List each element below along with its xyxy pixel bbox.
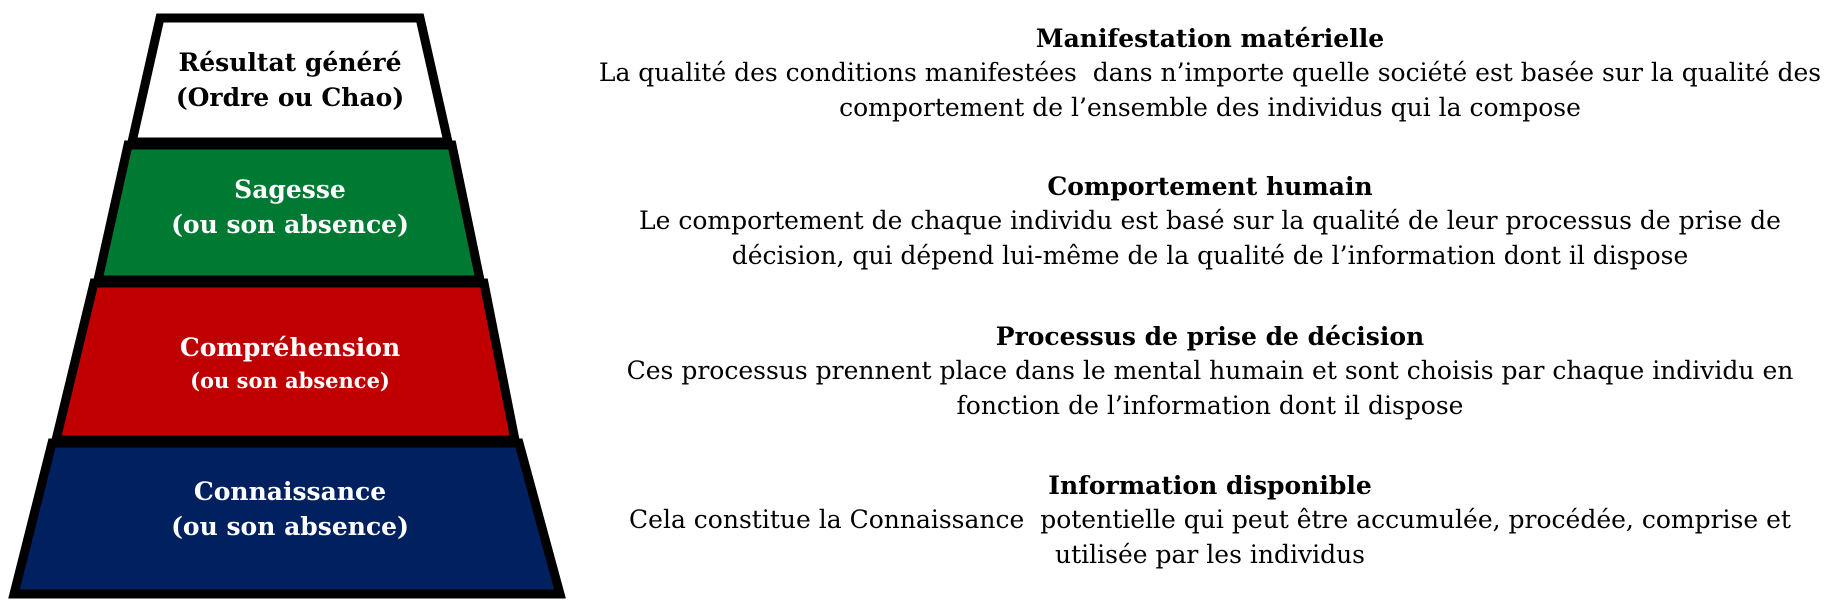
tier-comprehension-line1: Compréhension <box>179 333 401 362</box>
description-text-line: Ces processus prennent place dans le mental humain et sont choisis par chaque individu en <box>626 356 1794 385</box>
description-heading: Processus de prise de décision <box>995 322 1425 351</box>
description-manifestation <box>590 22 1830 125</box>
description-text-line: Le comportement de chaque individu est basé sur la qualité de leur processus de prise de <box>639 206 1781 235</box>
description-heading: Information disponible <box>1048 471 1372 500</box>
description-text-line: fonction de l’information dont il dispose <box>956 391 1464 420</box>
description-heading: Comportement humain <box>1047 172 1373 201</box>
tier-resultat-line1: Résultat généré <box>178 48 402 77</box>
description-comportement <box>590 170 1830 273</box>
description-text-line: Cela constitue la Connaissance potentielle qui peut être accumulée, procédée, comprise et <box>629 505 1791 534</box>
tier-comprehension-line2: (ou son absence) <box>190 368 390 393</box>
tier-sagesse-line1: Sagesse <box>234 175 346 204</box>
description-heading: Manifestation matérielle <box>1035 24 1385 53</box>
description-text-line: comportement de l’ensemble des individus qui la compose <box>839 93 1581 122</box>
description-text-line: La qualité des conditions manifestées dans n’importe quelle société est basée sur la qualité des <box>598 58 1822 87</box>
description-text-line: décision, qui dépend lui-même de la qualité de l’information dont il dispose <box>731 241 1689 270</box>
tier-connaissance-line2: (ou son absence) <box>171 512 409 541</box>
knowledge-pyramid <box>0 0 600 609</box>
pyramid-tier-resultat <box>132 18 448 142</box>
description-processus <box>590 320 1830 423</box>
description-information <box>590 469 1830 572</box>
tier-resultat-line2: (Ordre ou Chao) <box>175 83 405 112</box>
description-text-line: utilisée par les individus <box>1054 540 1366 569</box>
tier-connaissance-line1: Connaissance <box>193 477 387 506</box>
tier-sagesse-line2: (ou son absence) <box>171 210 409 239</box>
